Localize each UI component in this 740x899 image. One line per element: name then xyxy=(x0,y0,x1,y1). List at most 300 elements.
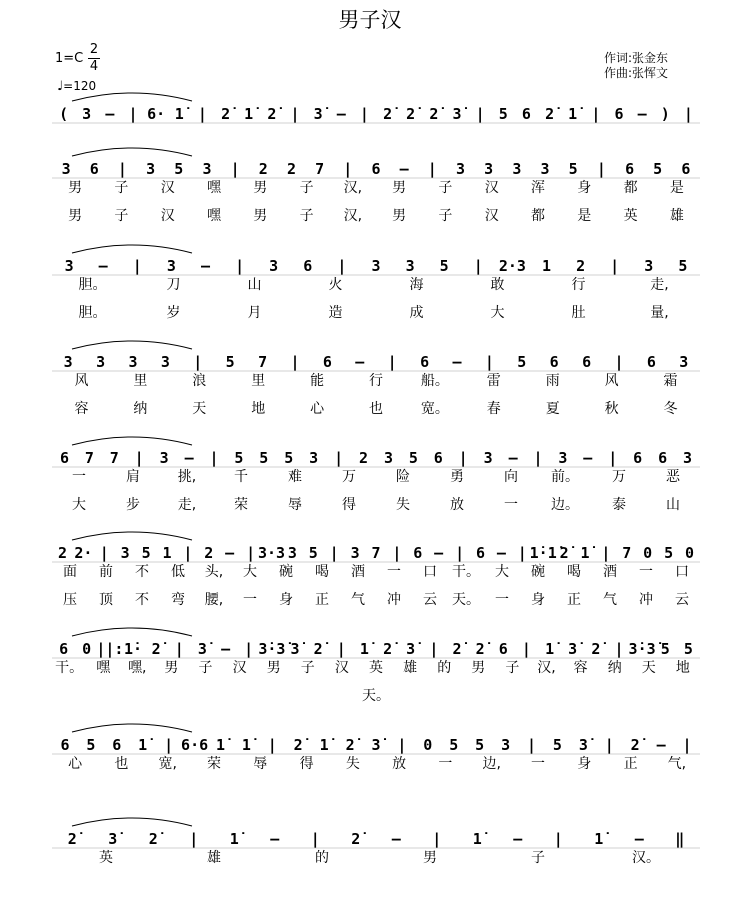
composer-credit: 作曲:张恽文 xyxy=(604,66,669,80)
lyric-char: 干。 xyxy=(55,660,84,676)
lyric-char: 气 xyxy=(351,592,365,608)
lyric-char: 子 xyxy=(505,660,520,676)
note-token: | xyxy=(553,830,563,848)
lyric-char: 雄 xyxy=(403,660,418,676)
lyric-char: 也 xyxy=(369,401,383,417)
note-token: 2̇ xyxy=(151,640,161,658)
lyric-char: 容 xyxy=(573,660,588,676)
note-token: – xyxy=(270,830,280,848)
note-token: 5 xyxy=(408,449,418,467)
note-token: | xyxy=(193,353,203,371)
note-token: 3̇ xyxy=(406,640,416,658)
note-token: | xyxy=(134,449,144,467)
note-token: 5 xyxy=(141,544,151,562)
note-token: 3̇·3̇ xyxy=(628,640,656,658)
lyric-char: 前。 xyxy=(551,469,579,485)
note-token: 1 xyxy=(541,257,552,275)
note-token: 5 xyxy=(259,449,269,467)
note-token: 2 xyxy=(57,544,68,562)
note-token: 1̇· xyxy=(123,640,143,658)
note-token: 5 xyxy=(568,160,578,178)
lyric-char: 嘿 xyxy=(207,208,221,224)
note-token: 3 xyxy=(484,160,494,178)
lyric-char: 泰 xyxy=(612,497,626,513)
lyric-char: 一 xyxy=(243,592,257,608)
note-token: 3 xyxy=(501,736,511,754)
lyric-char: 是 xyxy=(577,208,592,224)
lyric-char: 身 xyxy=(531,592,545,608)
note-token: 5 xyxy=(664,544,674,562)
note-token: – xyxy=(583,449,593,467)
note-token: | xyxy=(526,736,537,754)
lyric-char: 敢 xyxy=(490,277,505,293)
note-token: | xyxy=(235,257,245,275)
note-token: 2·3 xyxy=(498,257,526,275)
lyric-char: 天 xyxy=(192,401,207,417)
note-token: 3 xyxy=(63,353,73,371)
slur-arc xyxy=(72,437,192,445)
note-token: 3̇ xyxy=(290,640,300,658)
note-token: 2 xyxy=(358,449,369,467)
lyric-char: 子 xyxy=(114,180,129,196)
note-token: | xyxy=(596,160,606,178)
lyric-char: 都 xyxy=(531,208,545,224)
note-token: – xyxy=(496,544,506,562)
lyric-char: 汉 xyxy=(334,660,349,676)
note-token: 7 xyxy=(258,353,268,371)
note-token: 5 xyxy=(234,449,244,467)
note-token: 6 xyxy=(413,544,423,562)
lyric-char: 雄 xyxy=(207,850,221,866)
note-token: | xyxy=(343,160,353,178)
lyric-char: 浪 xyxy=(192,373,207,389)
lyric-char: 一 xyxy=(504,497,518,513)
lyric-char: 放 xyxy=(450,497,464,513)
lyric-char: 口 xyxy=(423,564,437,580)
note-token: – xyxy=(105,105,115,123)
note-token: 3 xyxy=(644,257,654,275)
note-token: | xyxy=(591,105,601,123)
note-token: 6· xyxy=(147,105,166,123)
note-token: ) xyxy=(660,105,670,123)
lyric-char: 失 xyxy=(396,497,410,513)
lyric-char: 船。 xyxy=(420,373,449,389)
note-token: 1̇ xyxy=(215,736,226,754)
lyric-char: 难 xyxy=(288,469,302,485)
tempo-value: =120 xyxy=(63,79,97,93)
note-token: 3̇ xyxy=(108,830,118,848)
note-token: 6 xyxy=(89,160,99,178)
lyric-char: 正 xyxy=(315,592,329,608)
note-token: 2̇ xyxy=(267,105,277,123)
note-token: 2̇ xyxy=(383,640,393,658)
note-token: 5 xyxy=(308,544,318,562)
lyric-char: 肚 xyxy=(571,305,586,321)
note-token: – xyxy=(200,257,211,275)
lyric-char: 辱 xyxy=(253,756,268,772)
slur-arc xyxy=(72,148,192,156)
lyric-char: 不 xyxy=(135,592,149,608)
note-token: 3 xyxy=(61,160,71,178)
lyricist-credit: 作词:张金东 xyxy=(604,51,669,65)
note-token: 6·6 xyxy=(181,736,209,754)
note-token: – xyxy=(225,544,235,562)
lyric-char: 冬 xyxy=(663,401,678,417)
note-token: 2̇ xyxy=(67,830,77,848)
note-token: 3 xyxy=(350,544,360,562)
lyric-char: 冲 xyxy=(387,592,401,608)
note-token: 3 xyxy=(679,353,689,371)
note-token: | xyxy=(427,160,437,178)
note-token: – xyxy=(508,449,518,467)
note-token: – xyxy=(513,830,523,848)
note-token: 6 xyxy=(582,353,592,371)
lyric-char: 男 xyxy=(68,208,83,224)
note-token: 3·3 xyxy=(257,544,286,562)
lyric-char: 子 xyxy=(531,850,545,866)
lyric-char: 男 xyxy=(164,660,179,676)
note-token: 6 xyxy=(303,257,313,275)
lyric-char: 里 xyxy=(133,373,148,389)
lyric-char: 正 xyxy=(567,592,581,608)
lyric-char: 身 xyxy=(577,756,592,772)
lyric-char: 嘿 xyxy=(96,660,111,676)
lyric-char: 男 xyxy=(253,180,268,196)
note-token: 0 xyxy=(643,544,653,562)
lyric-char: 万 xyxy=(342,469,356,485)
lyric-char: 顶 xyxy=(99,592,113,608)
lyric-char: 腰, xyxy=(204,592,224,608)
note-token: | xyxy=(132,257,142,275)
lyric-char: 风 xyxy=(74,373,89,389)
note-token: | xyxy=(290,105,300,123)
lyric-char: 的 xyxy=(315,850,329,866)
note-token: – xyxy=(637,105,647,123)
note-token: 5 xyxy=(449,736,459,754)
note-token: 6 xyxy=(658,449,668,467)
note-token: 1̇ xyxy=(174,105,184,123)
lyric-char: 月 xyxy=(247,305,262,321)
lyric-char: 英 xyxy=(623,208,638,224)
note-token: | xyxy=(604,736,614,754)
note-token: | xyxy=(682,736,692,754)
note-token: 6 xyxy=(59,449,70,467)
note-token: | xyxy=(392,544,402,562)
note-token: 3 xyxy=(128,353,138,371)
note-token: | xyxy=(533,449,543,467)
note-token: 6 xyxy=(498,640,508,658)
time-signature-top: 2 xyxy=(89,42,99,57)
note-token: 1̇·1̇ xyxy=(529,544,557,562)
note-token: 3 xyxy=(159,449,169,467)
lyric-char: 子 xyxy=(114,208,129,224)
lyric-char: 男 xyxy=(471,660,486,676)
lyric-char: 浑 xyxy=(531,180,545,196)
note-token: | xyxy=(174,640,184,658)
lyric-char: 走, xyxy=(177,497,197,513)
note-token: 1̇ xyxy=(359,640,369,658)
note-token: 6 xyxy=(614,105,624,123)
lyric-char: 低 xyxy=(171,564,185,580)
note-token: | xyxy=(336,640,346,658)
note-token: 6 xyxy=(625,160,635,178)
note-token: 2 xyxy=(286,160,297,178)
note-token: 5 xyxy=(439,257,449,275)
note-token: ‖ xyxy=(675,830,685,848)
lyric-char: 山 xyxy=(247,277,262,293)
note-token: 2̇ xyxy=(293,736,303,754)
note-token: | xyxy=(608,449,618,467)
note-token: 5 xyxy=(284,449,294,467)
lyric-char: 是 xyxy=(669,180,684,196)
note-token: – xyxy=(656,736,666,754)
note-token: 3 xyxy=(96,353,106,371)
lyric-char: 汉 xyxy=(160,208,175,224)
lyric-char: 前 xyxy=(99,564,113,580)
note-token: | xyxy=(455,544,465,562)
note-token: | xyxy=(614,640,624,658)
lyric-char: 得 xyxy=(299,756,314,772)
lyric-char: 酒 xyxy=(603,564,617,580)
lyric-char: 子 xyxy=(299,208,314,224)
lyric-char: 大 xyxy=(72,497,86,513)
note-token: | xyxy=(473,257,483,275)
lyric-char: 万 xyxy=(612,469,626,485)
note-token: 6 xyxy=(475,544,486,562)
lyric-char: 头, xyxy=(204,564,224,580)
note-token: 1̇ xyxy=(472,830,482,848)
note-token: 3 xyxy=(202,160,212,178)
time-signature-bottom: 4 xyxy=(89,59,99,74)
note-token: 6 xyxy=(646,353,656,371)
note-token: 5 xyxy=(653,160,663,178)
note-token: 3̇ xyxy=(371,736,381,754)
note-token: 3̇ xyxy=(568,640,578,658)
note-token: | xyxy=(359,105,369,123)
lyric-char: 干。 xyxy=(452,564,480,580)
lyric-char: 刀 xyxy=(166,277,181,293)
note-token: | xyxy=(290,353,300,371)
lyric-char: 男 xyxy=(423,850,437,866)
note-token: 2̇ xyxy=(351,830,361,848)
lyric-char: 肩 xyxy=(126,469,140,485)
note-token: 6 xyxy=(112,736,122,754)
note-token: 5 xyxy=(225,353,235,371)
note-token: 2 xyxy=(576,257,586,275)
lyric-char: 心 xyxy=(68,756,83,772)
lyric-char: 纳 xyxy=(607,660,622,676)
note-token: 3 xyxy=(483,449,493,467)
note-token: ( xyxy=(59,105,69,123)
note-token: – xyxy=(221,640,231,658)
note-token: – xyxy=(336,105,346,123)
lyric-char: 英 xyxy=(369,660,383,676)
note-token: 1̇ xyxy=(568,105,578,123)
note-token: – xyxy=(184,449,194,467)
lyric-char: 一 xyxy=(72,469,86,485)
note-token: – xyxy=(355,353,365,371)
note-token: – xyxy=(634,830,644,848)
note-token: 3̇·3̇ xyxy=(258,640,286,658)
lyric-char: 千 xyxy=(234,469,248,485)
lyric-char: 碗 xyxy=(531,564,545,580)
note-token: 2̇ xyxy=(591,640,601,658)
lyric-char: 荣 xyxy=(234,497,248,513)
note-token: 2̇ xyxy=(148,830,158,848)
lyric-char: 成 xyxy=(409,305,424,321)
note-token: | xyxy=(683,105,693,123)
note-token: 2̇ xyxy=(545,105,555,123)
note-token: 1̇ xyxy=(229,830,239,848)
note-token: | xyxy=(183,544,193,562)
note-token: | xyxy=(601,544,611,562)
lyric-char: 子 xyxy=(299,180,314,196)
note-token: 2̇ xyxy=(221,105,231,123)
lyric-char: 的 xyxy=(437,660,452,676)
note-token: 1̇ xyxy=(580,544,590,562)
lyric-char: 子 xyxy=(300,660,315,676)
lyric-char: 造 xyxy=(328,305,343,321)
lyric-char: 行 xyxy=(571,277,586,293)
lyric-char: 秋 xyxy=(604,401,619,417)
note-token: 2̇ xyxy=(630,736,640,754)
note-token: | xyxy=(458,449,468,467)
note-token: 6 xyxy=(633,449,643,467)
note-token: 5 xyxy=(86,736,96,754)
slur-arc xyxy=(72,532,192,540)
lyric-char: 天。 xyxy=(452,592,480,608)
note-token: 5 xyxy=(660,640,670,658)
note-token: 3 xyxy=(455,160,466,178)
lyric-char: 男 xyxy=(68,180,83,196)
lyric-char: 风 xyxy=(604,373,619,389)
note-token: 5 xyxy=(517,353,527,371)
note-token: – xyxy=(452,353,462,371)
lyric-char: 火 xyxy=(328,277,343,293)
lyric-char: 边, xyxy=(482,756,501,772)
lyric-char: 海 xyxy=(409,277,424,293)
lyric-char: 恶 xyxy=(666,469,680,485)
lyric-char: 向 xyxy=(504,469,518,485)
note-token: – xyxy=(98,257,108,275)
note-token: 7 xyxy=(371,544,381,562)
note-token: 2̇ xyxy=(475,640,485,658)
lyric-char: 能 xyxy=(310,373,325,389)
lyric-char: 雷 xyxy=(486,373,501,389)
note-token: | xyxy=(244,640,254,658)
note-token: 6 xyxy=(549,353,559,371)
lyric-char: 云 xyxy=(675,592,689,608)
lyric-char: 酒 xyxy=(351,564,365,580)
note-token: 3 xyxy=(287,544,297,562)
lyric-char: 汉 xyxy=(484,208,499,224)
note-token: 6 xyxy=(59,640,69,658)
lyric-char: 大 xyxy=(490,305,505,321)
note-token: 3 xyxy=(558,449,568,467)
lyric-char: 险 xyxy=(396,469,410,485)
lyric-char: 碗 xyxy=(279,564,293,580)
lyric-char: 雨 xyxy=(545,373,560,389)
slur-arc xyxy=(72,818,192,826)
slur-arc xyxy=(72,341,192,349)
note-token: 2 xyxy=(258,160,268,178)
note-token: 3̇ xyxy=(313,105,323,123)
lyric-char: 子 xyxy=(438,208,453,224)
lyric-char: 胆。 xyxy=(78,305,107,321)
lyric-char: 步 xyxy=(126,497,140,513)
note-token: 5 xyxy=(683,640,693,658)
note-token: 0 xyxy=(684,544,695,562)
note-token: | xyxy=(209,449,219,467)
note-token: 6 xyxy=(60,736,70,754)
note-token: 6 xyxy=(521,105,531,123)
note-token: 2 xyxy=(204,544,214,562)
lyric-char: 子 xyxy=(198,660,213,676)
lyric-char: 都 xyxy=(623,180,638,196)
key-signature: 1=C xyxy=(55,51,84,66)
note-token: | xyxy=(329,544,339,562)
note-token: – xyxy=(434,544,444,562)
lyric-char: 纳 xyxy=(133,401,148,417)
note-token: 1̇ xyxy=(138,736,148,754)
lyric-char: 嘿, xyxy=(128,660,147,676)
lyric-char: 一 xyxy=(387,564,401,580)
lyric-char: 气 xyxy=(603,592,617,608)
note-token: 5 xyxy=(678,257,688,275)
lyric-char: 霜 xyxy=(663,373,678,389)
note-token: 1 xyxy=(162,544,172,562)
note-token: 6 xyxy=(681,160,691,178)
note-token: 3 xyxy=(512,160,522,178)
note-token: 5 xyxy=(475,736,485,754)
note-token: 3 xyxy=(682,449,693,467)
note-token: | xyxy=(246,544,256,562)
note-token: | xyxy=(189,830,199,848)
lyric-char: 弯 xyxy=(171,592,185,608)
lyric-char: 喝 xyxy=(315,564,329,580)
note-token: 7 xyxy=(622,544,632,562)
lyric-char: 气, xyxy=(667,756,687,772)
lyric-char: 男 xyxy=(392,180,407,196)
note-token: 3̇ xyxy=(452,105,462,123)
note-token: | xyxy=(230,160,240,178)
lyric-char: 心 xyxy=(310,401,325,417)
lyric-char: 走, xyxy=(650,277,669,293)
note-token: | xyxy=(387,353,397,371)
lyric-char: 嘿 xyxy=(207,180,221,196)
note-token: | xyxy=(337,257,347,275)
lyric-char: 也 xyxy=(114,756,129,772)
note-token: 2̇ xyxy=(345,736,355,754)
note-token: | xyxy=(334,449,344,467)
lyric-char: 喝 xyxy=(567,564,581,580)
lyric-char: 山 xyxy=(666,497,680,513)
note-token: | xyxy=(397,736,407,754)
lyric-char: 身 xyxy=(577,180,592,196)
lyric-char: 一 xyxy=(531,756,545,772)
lyric-char: 身 xyxy=(279,592,293,608)
slur-arc xyxy=(72,245,192,253)
lyric-char: 面 xyxy=(63,564,77,580)
note-token: 3 xyxy=(64,257,74,275)
note-token: 5 xyxy=(552,736,562,754)
lyric-char: 春 xyxy=(486,401,501,417)
lyric-char: 地 xyxy=(251,401,266,417)
lyric-char: 夏 xyxy=(545,401,560,417)
lyric-char: 男 xyxy=(253,208,268,224)
lyric-char: 岁 xyxy=(166,305,181,321)
note-token: 3 xyxy=(383,449,394,467)
